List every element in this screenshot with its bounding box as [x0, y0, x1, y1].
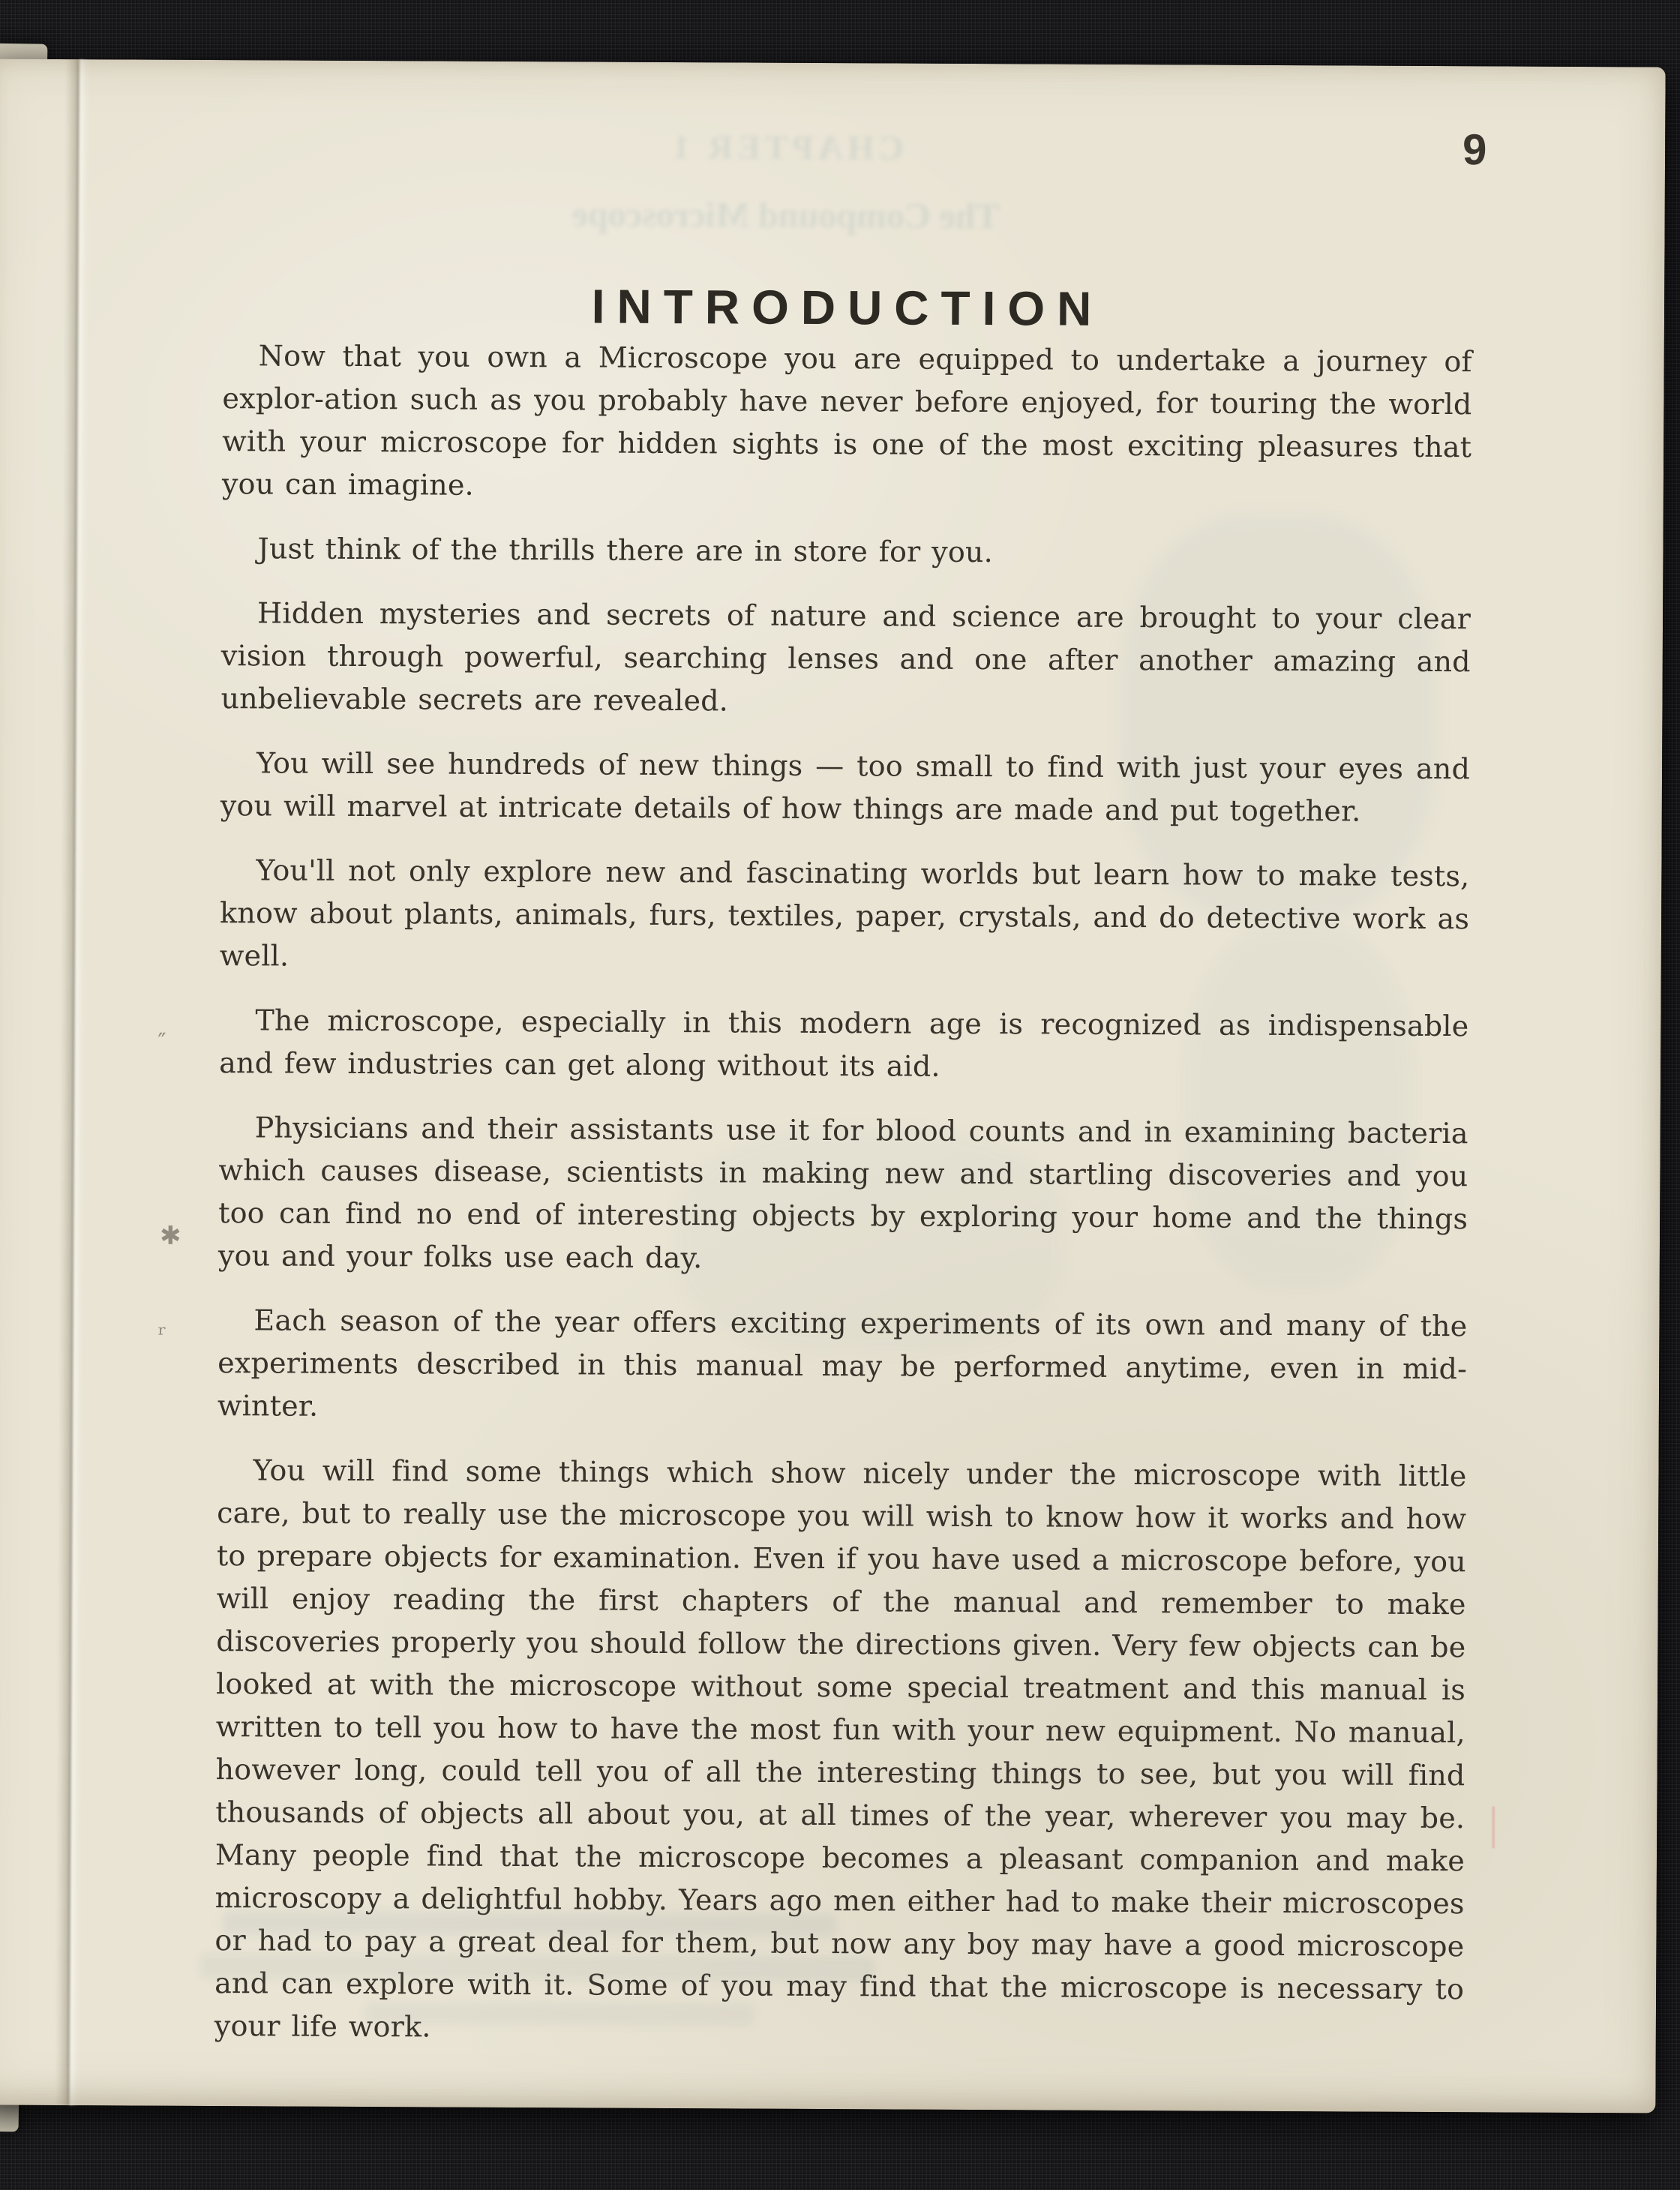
- margin-pencil-mark: ″: [158, 1028, 166, 1055]
- margin-pencil-mark: ʳ: [158, 1319, 167, 1350]
- pink-scan-artifact: [1492, 1806, 1495, 1848]
- body-text: [214, 334, 1472, 2075]
- paragraph: You will find some things which show nicely under the microscope with little care, but to really use the microscope you will wish to know how it works and how to prepare objects for examination. Even if you have used a microscope before, you will enjoy reading the first chapters of the manual and remember to make discoveries properly you should follow the directions given. Very few objects can be looked at with the microscope without some special treatment and this manual is written to tell you how to have the most fun with your new equipment. No manual, however long, could tell you of all the interesting things to see, but you will find thousands of objects all about you, at all times of the year, wherever you may be. Many people find that the microscope becomes a pleasant companion and make microscopy a delightful hobby. Years ago men either had to make their microscopes or had to pay a great deal for them, but now any boy may have a good microscope and can explore with it. Some of you may find that the microscope is necessary to your life work.: [214, 1454, 1467, 2044]
- page-number: 9: [1462, 125, 1487, 175]
- paragraph: Physicians and their assistants use it for blood counts and in examining bacteria which causes disease, scientists in making new and startling discoveries and you too can find no end of interesting objects by exploring your home and the things you and your folks use each day.: [218, 1111, 1468, 1275]
- paragraph: Just think of the thrills there are in store for you.: [257, 532, 994, 569]
- book-page: [0, 59, 1666, 2114]
- paragraph: You'll not only explore new and fascinating worlds but learn how to make tests, know about plants, animals, furs, textiles, paper, crystals, and do detective work as well.: [219, 854, 1470, 973]
- paragraph: Each season of the year offers exciting experiments of its own and many of the experiments described in this manual may be performed anytime, even in mid-winter.: [217, 1304, 1468, 1423]
- paragraph: Hidden mysteries and secrets of nature and science are brought to your clear vision through powerful, searching lenses and one after another amazing and unbelievable secrets are revealed.: [220, 596, 1472, 718]
- bleed-through-chapter-heading: CHAPTER 1: [668, 128, 904, 167]
- page-title: INTRODUCTION: [591, 279, 1104, 336]
- paragraph: You will see hundreds of new things — too small to find with just your eyes and you will marvel at intricate details of how things are made and put together.: [220, 746, 1471, 828]
- binding-crease: [55, 59, 90, 2105]
- bleed-through-chapter-title: The Compound Microscope: [572, 194, 1000, 237]
- margin-pencil-mark: ✱: [159, 1220, 182, 1251]
- paragraph: Now that you own a Microscope you are equipped to undertake a journey of explor-ation such as you probably have never before enjoyed, for touring the world with your microscope for hidden sights is one of the most exciting pleasures that you can imagine.: [221, 339, 1472, 502]
- paragraph: The microscope, especially in this modern age is recognized as indispensable and few industries can get along without its aid.: [219, 1004, 1469, 1083]
